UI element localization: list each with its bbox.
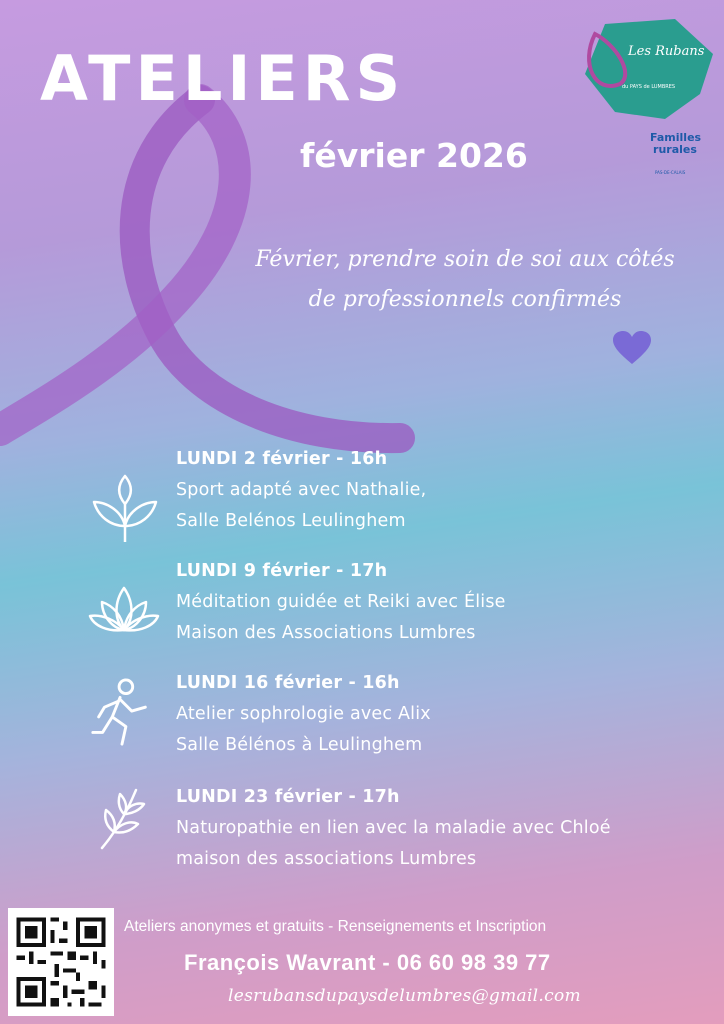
tagline <box>230 240 700 320</box>
event-3-line2: Salle Bélénos à Leulinghem <box>176 735 423 755</box>
tagline-line1: Février, prendre soin de soi aux côtés <box>255 247 675 272</box>
rubans-logo-sub: du PAYS de LUMBRES <box>622 84 676 90</box>
event-2-line2: Maison des Associations Lumbres <box>176 623 476 643</box>
event-4-day: LUNDI 23 février - 17h <box>176 787 400 807</box>
page-subtitle: février 2026 <box>300 136 528 175</box>
event-3 <box>176 668 431 761</box>
plant-icon <box>90 474 160 544</box>
footer-email[interactable]: lesrubansdupaysdelumbres@gmail.com <box>228 986 581 1006</box>
rubans-logo-name: Les Rubans <box>628 44 705 59</box>
event-4-line2: maison des associations Lumbres <box>176 849 477 869</box>
event-1-line2: Salle Belénos Leulinghem <box>176 511 406 531</box>
ff-sub: PAS-DE-CALAIS <box>655 170 686 175</box>
event-3-day: LUNDI 16 février - 16h <box>176 673 400 693</box>
footer-info: Ateliers anonymes et gratuits - Renseignements et Inscription <box>124 918 547 935</box>
event-1 <box>176 444 426 537</box>
qr-code[interactable] <box>8 908 114 1016</box>
event-2 <box>176 556 506 649</box>
rubans-logo <box>575 14 715 124</box>
event-1-line1: Sport adapté avec Nathalie, <box>176 480 427 500</box>
event-2-line1: Méditation guidée et Reiki avec Élise <box>176 592 506 612</box>
footer-contact: François Wavrant - 06 60 98 39 77 <box>184 950 551 975</box>
event-1-day: LUNDI 2 février - 16h <box>176 449 388 469</box>
branch-icon <box>96 786 148 852</box>
runner-icon <box>90 678 154 748</box>
familles-rurales-logo <box>650 132 700 156</box>
ff-line2: rurales <box>653 143 697 156</box>
page-title: ATELIERS <box>40 42 406 115</box>
ff-line1: Familles <box>650 131 702 144</box>
event-4-line1: Naturopathie en lien avec la maladie avec Chloé <box>176 818 611 838</box>
event-2-day: LUNDI 9 février - 17h <box>176 561 388 581</box>
event-3-line1: Atelier sophrologie avec Alix <box>176 704 431 724</box>
event-4 <box>176 782 611 875</box>
heart-icon <box>612 330 652 366</box>
lotus-icon <box>88 576 160 646</box>
tagline-line2: de professionnels confirmés <box>308 287 622 312</box>
